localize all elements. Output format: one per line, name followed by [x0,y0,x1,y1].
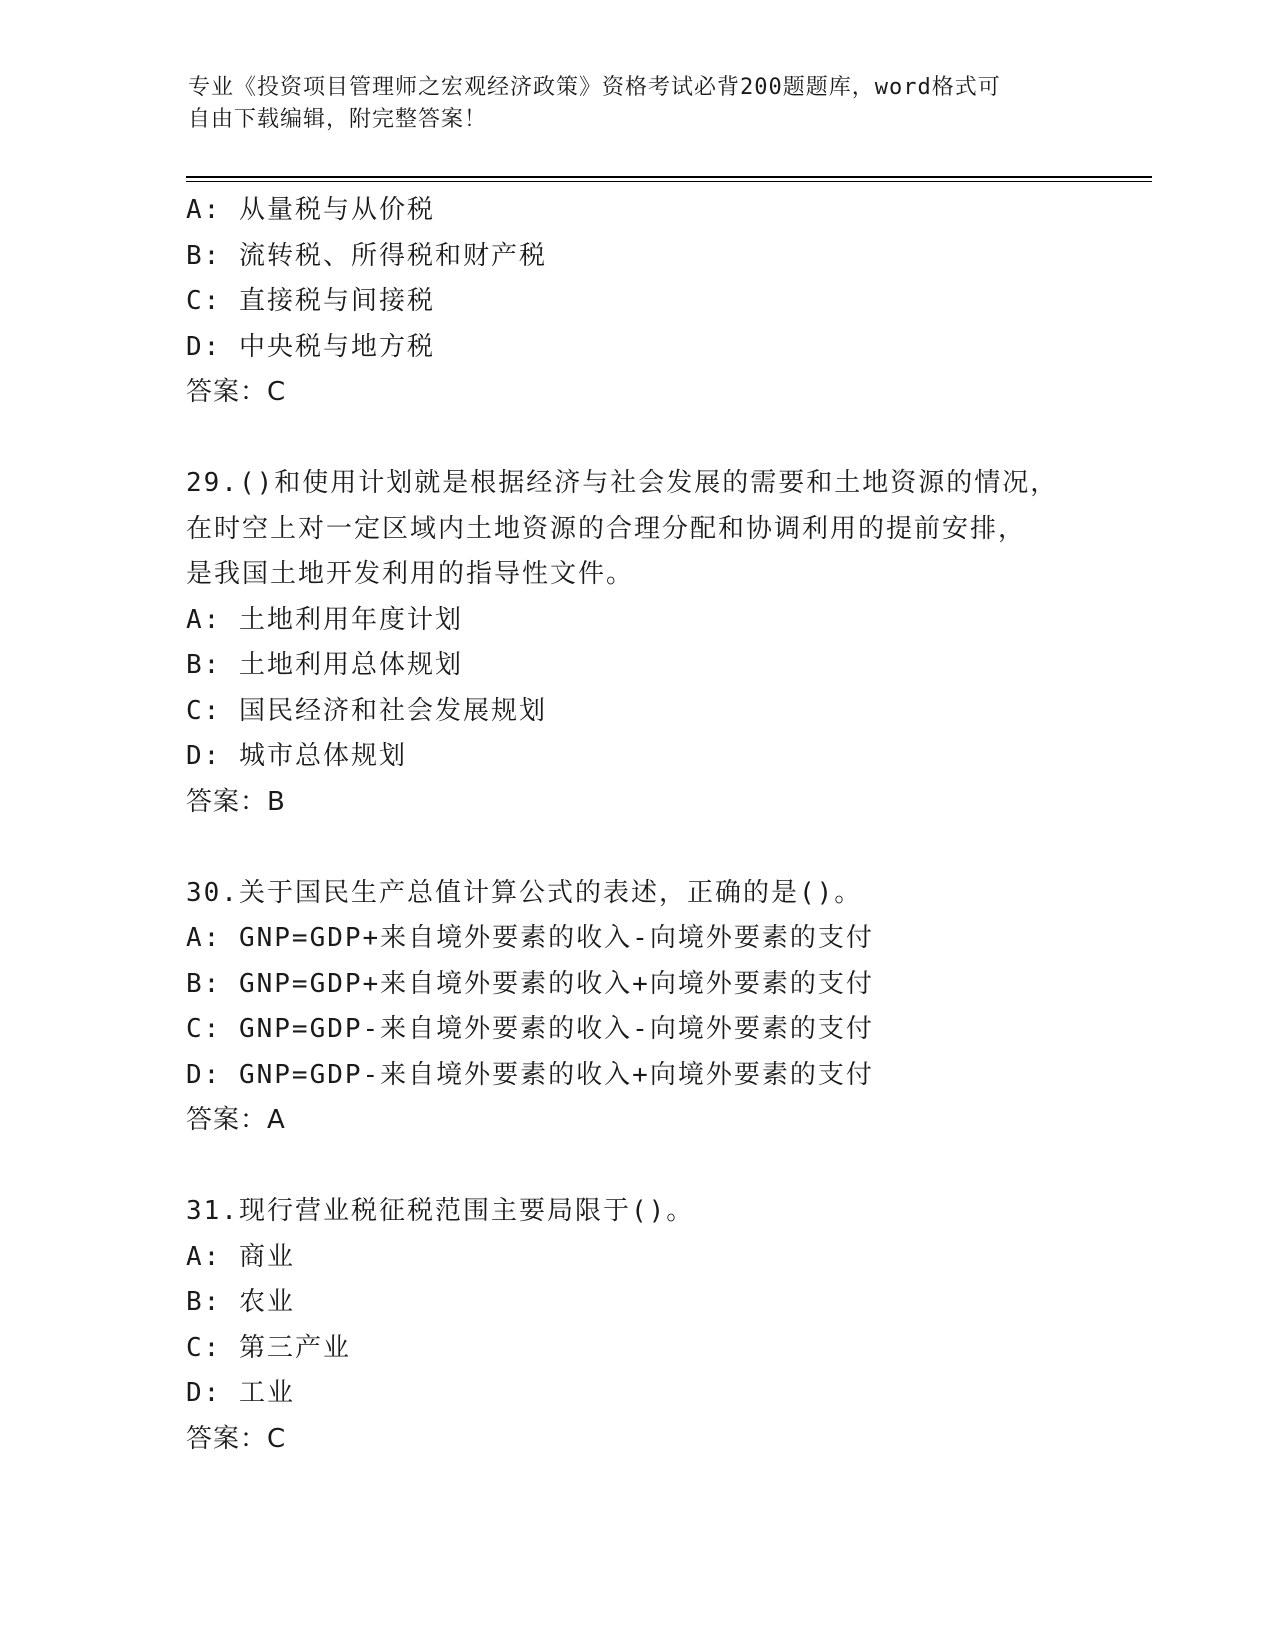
header-rule-thin [186,181,1152,182]
option-c: C: 直接税与间接税 [186,286,435,316]
option-d: D: 工业 [186,1378,295,1408]
question-stem-line: 29.()和使用计划就是根据经济与社会发展的需要和土地资源的情况， [186,468,1059,498]
option-b: B: 流转税、所得税和财产税 [186,240,547,271]
option-c: C: 国民经济和社会发展规划 [186,695,547,726]
question-31 [186,1189,1166,1462]
header-title-line-2: 自由下载编辑，附完整答案！ [188,107,488,132]
question-30 [186,871,1166,1144]
answer: 答案：C [186,377,287,407]
option-b: B: 土地利用总体规划 [186,650,463,680]
option-b: B: 农业 [186,1287,295,1317]
answer: 答案：A [186,1105,286,1135]
header-title-line-1: 专业《投资项目管理师之宏观经济政策》资格考试必背200题题库，word格式可 [188,75,1001,100]
option-a: A: GNP=GDP+来自境外要素的收入-向境外要素的支付 [186,923,874,953]
question-stem-line: 在时空上对一定区域内土地资源的合理分配和协调利用的提前安排， [186,513,1027,544]
spacer [186,416,1166,462]
option-d: D: 城市总体规划 [186,741,407,771]
question-stem-line: 是我国土地开发利用的指导性文件。 [186,559,635,589]
option-c: C: 第三产业 [186,1332,351,1363]
spacer [186,1144,1166,1190]
option-a: A: 从量税与从价税 [186,195,435,225]
option-b: B: GNP=GDP+来自境外要素的收入+向境外要素的支付 [186,968,874,999]
answer: 答案：C [186,1423,287,1454]
question-29 [186,461,1166,825]
option-c: C: GNP=GDP-来自境外要素的收入-向境外要素的支付 [186,1014,874,1044]
option-a: A: 土地利用年度计划 [186,604,463,635]
option-d: D: 中央税与地方税 [186,331,435,362]
question-stem-line: 30.关于国民生产总值计算公式的表述，正确的是()。 [186,877,863,908]
header-rule-thick [186,176,1152,178]
question-list [186,188,1166,1462]
option-d: D: GNP=GDP-来自境外要素的收入+向境外要素的支付 [186,1059,874,1090]
answer: 答案：B [186,786,286,817]
question-28 [186,188,1166,416]
question-stem-line: 31.现行营业税征税范围主要局限于()。 [186,1196,695,1226]
spacer [186,825,1166,871]
document-header [188,72,1088,136]
option-a: A: 商业 [186,1241,295,1272]
